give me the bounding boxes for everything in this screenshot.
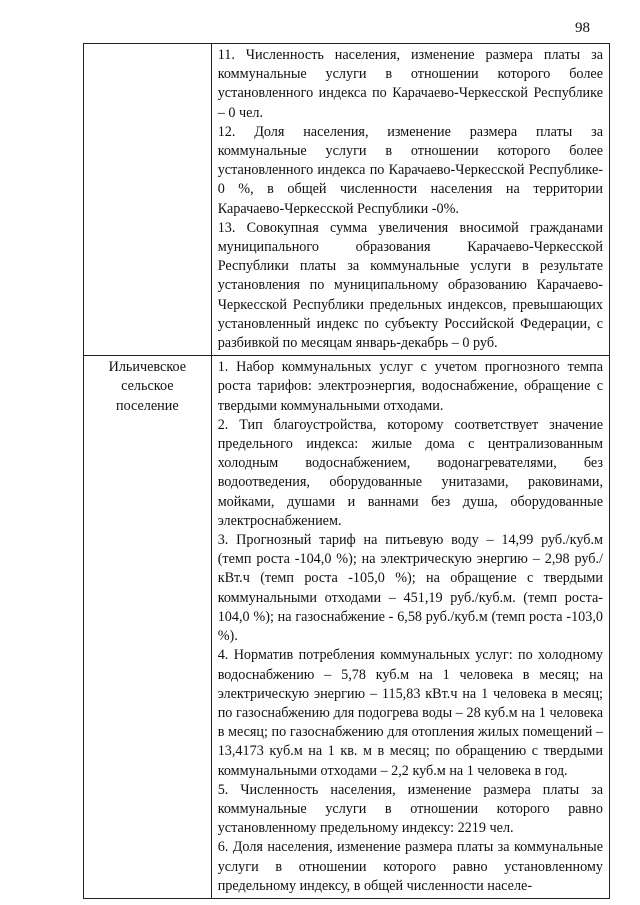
paragraph: 13. Совокупная сумма увеличения вносимой гражданами муниципального образования Карачаево-Черкесской Республики платы за коммунальные услуги в результате установления по муниципальному образованию Карачаево-Черкесской Республики предельных индексов, превышающих установленный индекс по субъекту Российской Федерации, с разбивкой по месяцам январь-декабрь – 0 руб. [217,219,603,352]
indicators-cell [211,44,609,356]
paragraph: 3. Прогнозный тариф на питьевую воду – 14,99 руб./куб.м (темп роста -104,0 %); на электрическую энергию – 2,98 руб./кВт.ч (темп роста -105,0 %); на обращение с твердыми коммунальными отходами – 451,19 руб./куб.м. (темп роста- 104,0 %); на газоснабжение - 6,58 руб./куб.м (темп роста -103,0 %). [217,532,603,645]
table-row [84,44,610,356]
settlement-cell [84,356,212,899]
settlement-cell [84,44,212,356]
table-row [84,356,610,899]
indices-table [83,43,610,899]
paragraph: 11. Численность населения, изменение размера платы за коммунальные услуги в отношении которого более установленного индекса по Карачаево-Черкесской Республике – 0 чел. [217,47,603,121]
indicators-cell [211,356,609,899]
paragraph: 12. Доля населения, изменение размера платы за коммунальные услуги в отношении которого более установленного индекса по Карачаево-Черкесской Республике- 0 %, в общей численности населения на территории Карачаево-Черкесской Республики -0%. [217,123,603,217]
settlement-name: Ильичевское сельское поселение [108,359,187,414]
paragraph: 6. Доля населения, изменение размера платы за коммунальные услуги в отношении которого равно установленному предельному индексу, в общей численности населе- [217,839,603,894]
paragraph: 4. Норматив потребления коммунальных услуг: по холодному водоснабжению – 5,78 куб.м на 1 человека в месяц; на электрическую энергию – 115,83 кВт.ч на 1 человека в месяц; по газоснабжению для подогрева воды – 28 куб.м на 1 человека в месяц; по газоснабжению для отопления жилых помещений – 13,4173 куб.м на 1 кв. м в месяц; по обращению с твердыми коммунальными отходами – 2,2 куб.м на 1 человека в год. [217,647,603,779]
page-number: 98 [575,20,590,36]
paragraph: 5. Численность населения, изменение размера платы за коммунальные услуги в отношении которого равно установленному предельному индексу: 2219 чел. [217,781,603,837]
paragraph: 1. Набор коммунальных услуг с учетом прогнозного темпа роста тарифов: электроэнергия, водоснабжение, обращение с твердыми коммунальными отходами. [217,359,603,414]
paragraph: 2. Тип благоустройства, которому соответствует значение предельного индекса: жилые дома с централизованным холодным водоснабжением, водонагревателями, без водоотведения, оборудованные унитазами, раковинами, мойками, душами и ваннами без душа, оборудованные электроснабжением. [217,416,603,529]
